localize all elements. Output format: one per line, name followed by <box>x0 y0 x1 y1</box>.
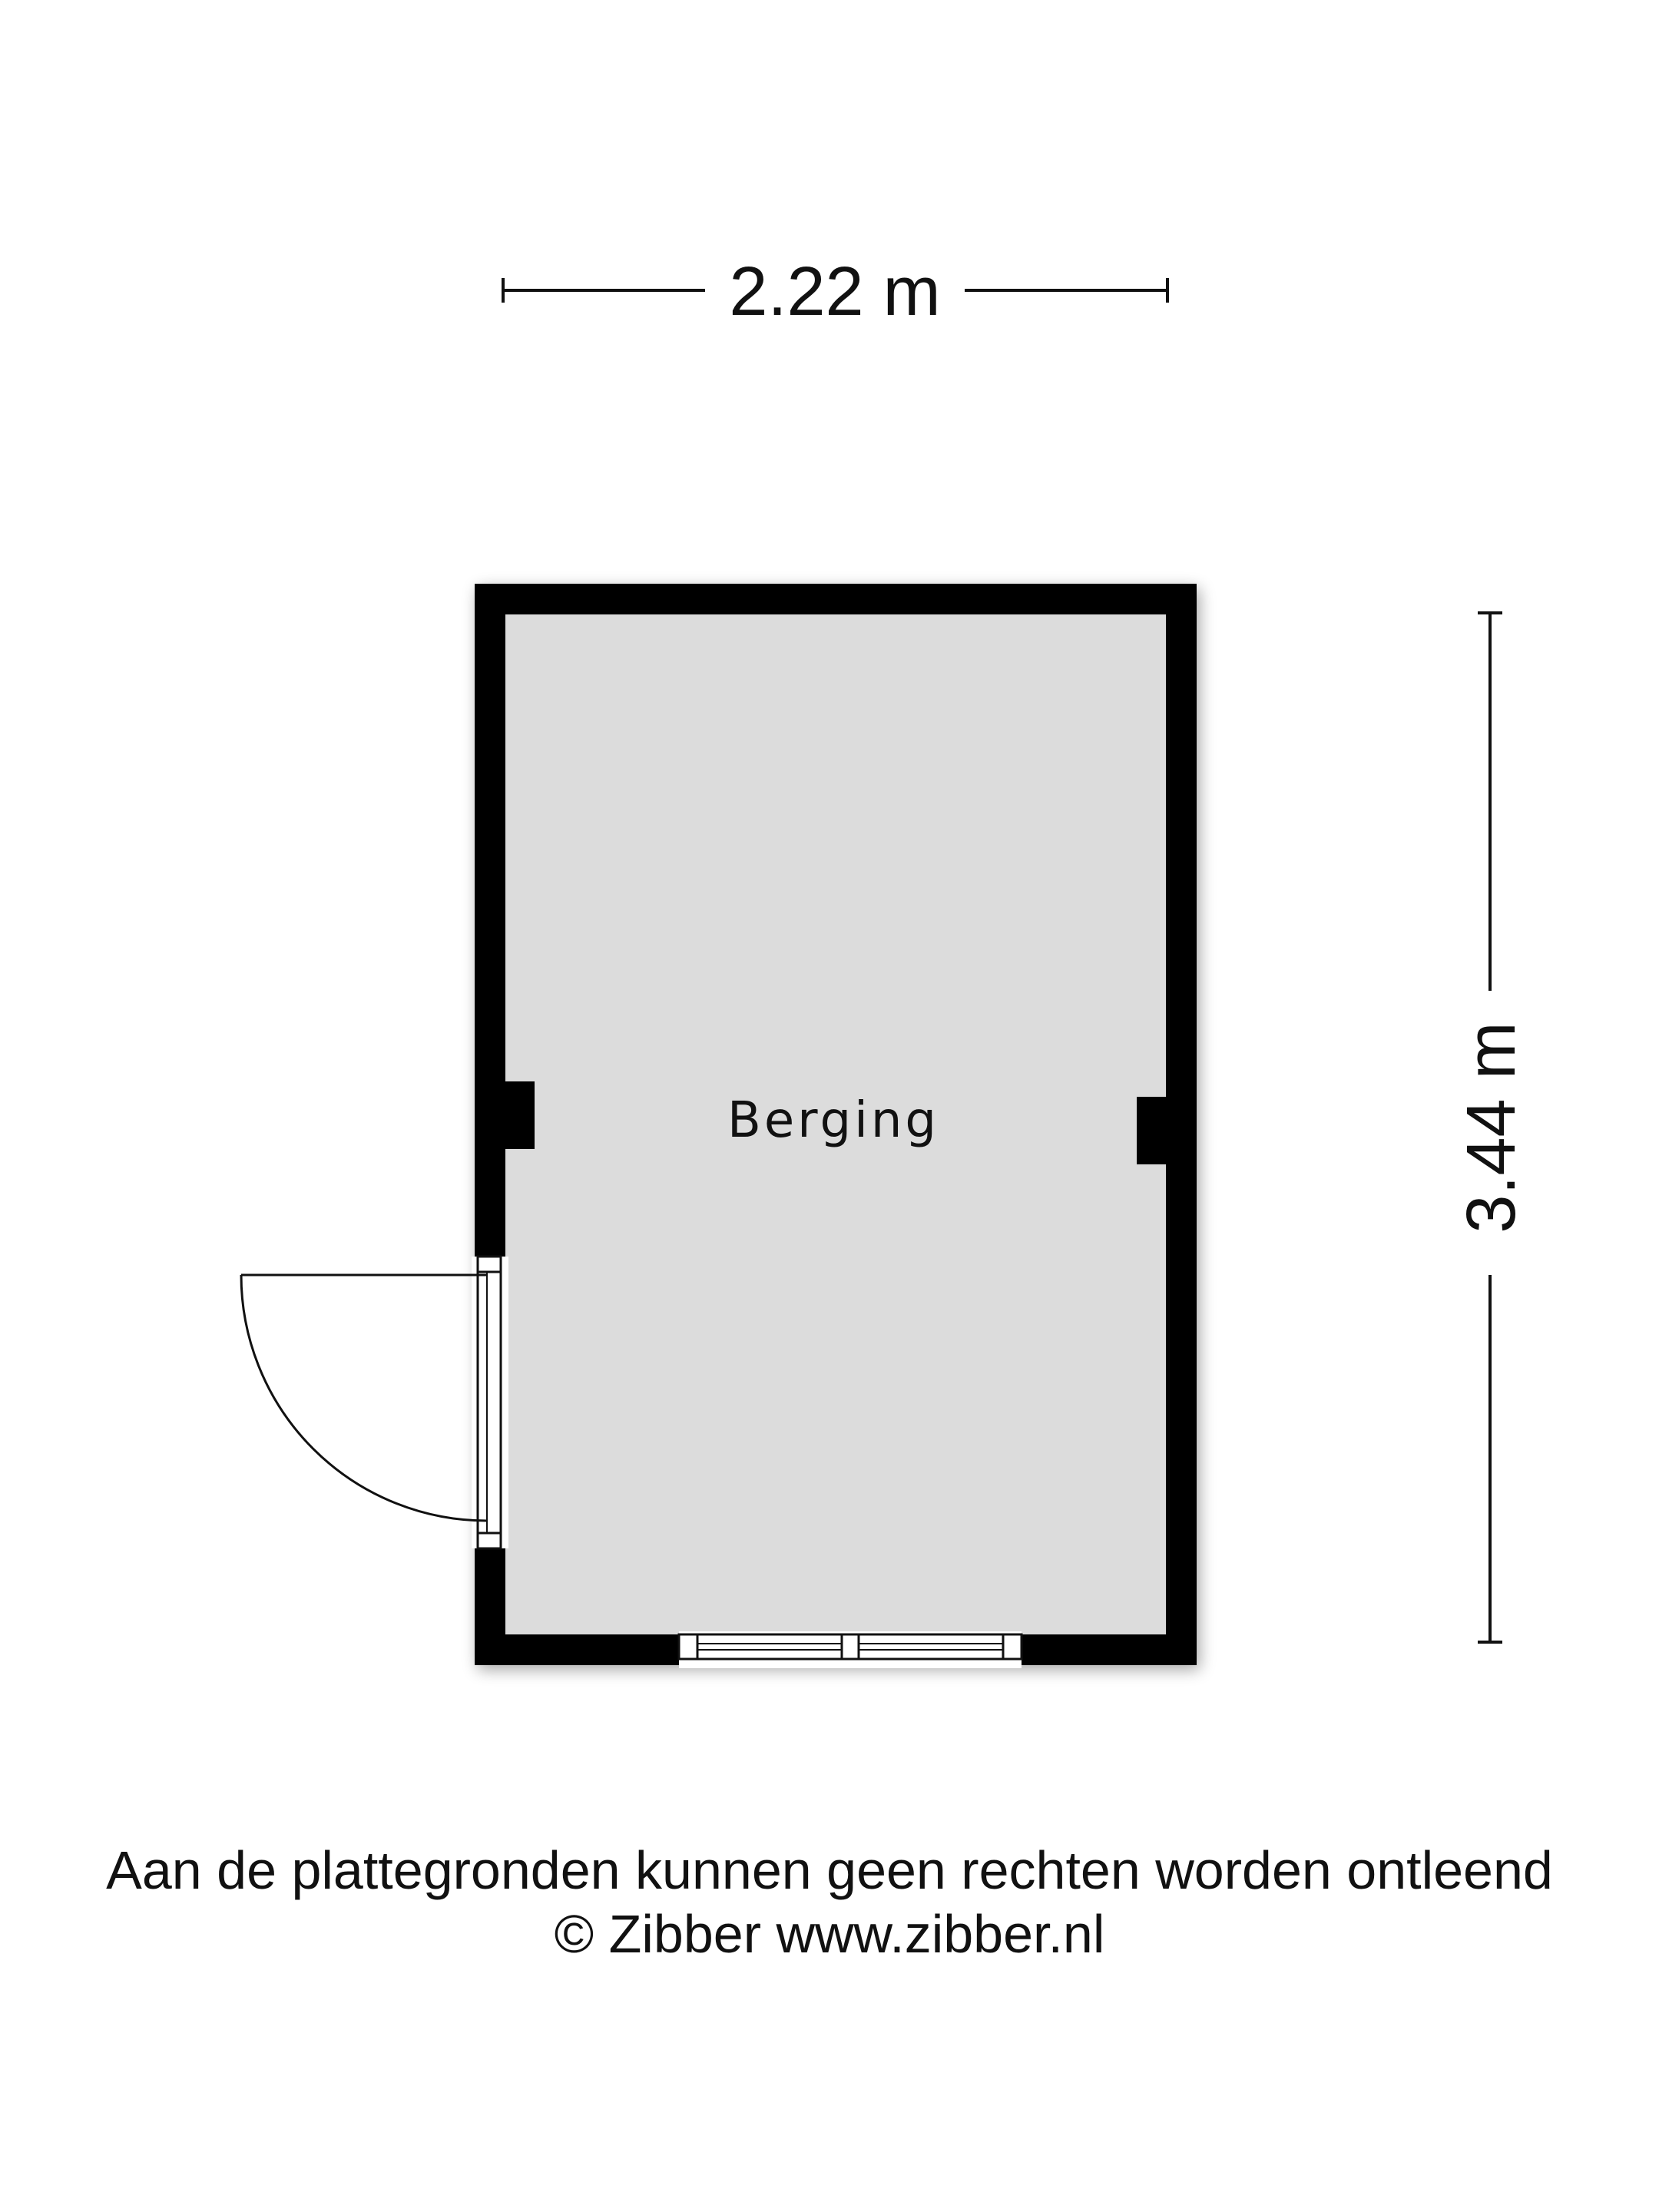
pilaster-left <box>505 1081 535 1149</box>
depth-dimension-label: 3.44 m <box>1453 1022 1530 1233</box>
window <box>679 1631 1022 1668</box>
room-label: Berging <box>727 1092 940 1149</box>
copyright-text: © Zibber www.zibber.nl <box>554 1904 1105 1964</box>
pilaster-right <box>1137 1097 1166 1164</box>
disclaimer-text: Aan de plattegronden kunnen geen rechten worden ontleend <box>106 1840 1553 1900</box>
door-swing-arc <box>241 1275 487 1521</box>
door <box>241 1257 508 1548</box>
width-dimension-label: 2.22 m <box>729 253 941 330</box>
